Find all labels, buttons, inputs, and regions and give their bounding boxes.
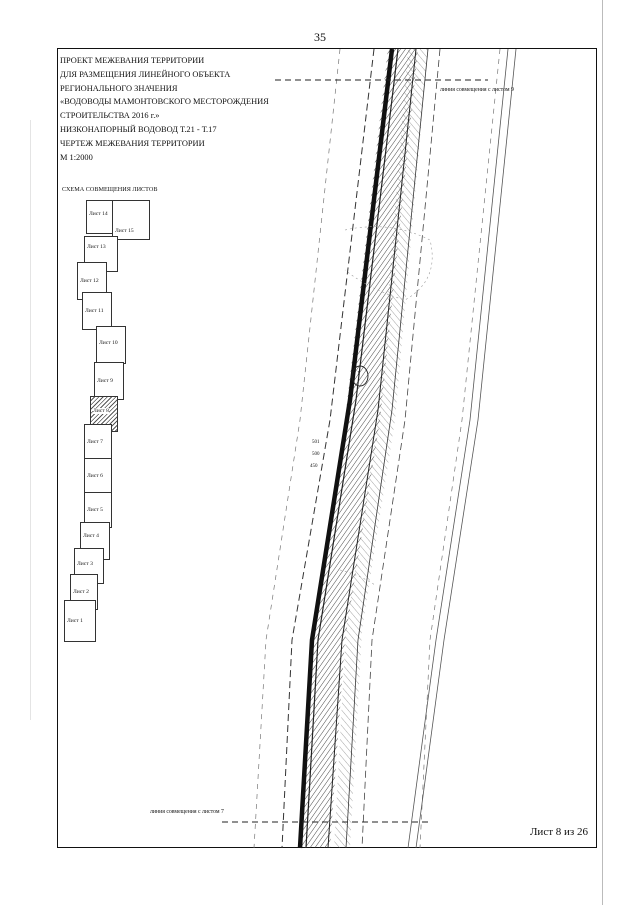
page-number: 35 bbox=[314, 30, 326, 44]
sheet-label: Лист 13 bbox=[87, 244, 106, 251]
match-label-bottom: линия совмещения с листом 7 bbox=[150, 809, 224, 815]
title-line: НИЗКОНАПОРНЫЙ ВОДОВОД Т.21 - Т.17 bbox=[60, 124, 217, 134]
dimension-label: 450 bbox=[310, 464, 318, 469]
scan-edge-line bbox=[30, 120, 31, 720]
sheet-label: Лист 4 bbox=[83, 532, 99, 539]
title-line: М 1:2000 bbox=[60, 152, 93, 162]
title-line: ЧЕРТЕЖ МЕЖЕВАНИЯ ТЕРРИТОРИИ bbox=[60, 138, 205, 148]
title-line: ПРОЕКТ МЕЖЕВАНИЯ ТЕРРИТОРИИ bbox=[60, 56, 205, 65]
title-line: СТРОИТЕЛЬСТВА 2016 г.» bbox=[60, 111, 160, 121]
dimension-label: 501 bbox=[312, 440, 320, 445]
sheet-label: Лист 11 bbox=[85, 308, 104, 314]
sheet-label: Лист 1 bbox=[67, 618, 83, 624]
sheet-label: Лист 10 bbox=[99, 340, 118, 347]
sheet-number-label: Лист 8 из 26 bbox=[529, 826, 588, 838]
title-line: «ВОДОВОДЫ МАМОНТОВСКОГО МЕСТОРОЖДЕНИЯ bbox=[60, 97, 269, 107]
sheet-label: Лист 9 bbox=[97, 378, 113, 384]
sheet-label: Лист 3 bbox=[77, 561, 93, 568]
sheet-label: Лист 6 bbox=[87, 473, 103, 479]
sheet-label: Лист 8 bbox=[93, 407, 109, 414]
title-line: РЕГИОНАЛЬНОГО ЗНАЧЕНИЯ bbox=[60, 83, 178, 93]
dimension-label: 500 bbox=[312, 452, 320, 457]
match-label-top: линия совмещения с листом 9 bbox=[440, 87, 514, 93]
circle-label: 1 bbox=[357, 371, 360, 377]
sheet-label: Лист 5 bbox=[87, 507, 103, 513]
sheet-label: Лист 14 bbox=[89, 210, 108, 217]
sheet-label: Лист 12 bbox=[80, 278, 99, 284]
scheme-title: СХЕМА СОВМЕЩЕНИЯ ЛИСТОВ bbox=[62, 186, 158, 193]
scan-edge-line bbox=[602, 0, 603, 905]
sheet-label: Лист 7 bbox=[87, 439, 103, 445]
sheet-label: Лист 2 bbox=[73, 589, 89, 595]
title-line: ДЛЯ РАЗМЕЩЕНИЯ ЛИНЕЙНОГО ОБЪЕКТА bbox=[60, 69, 231, 79]
sheet-label: Лист 15 bbox=[115, 227, 134, 234]
